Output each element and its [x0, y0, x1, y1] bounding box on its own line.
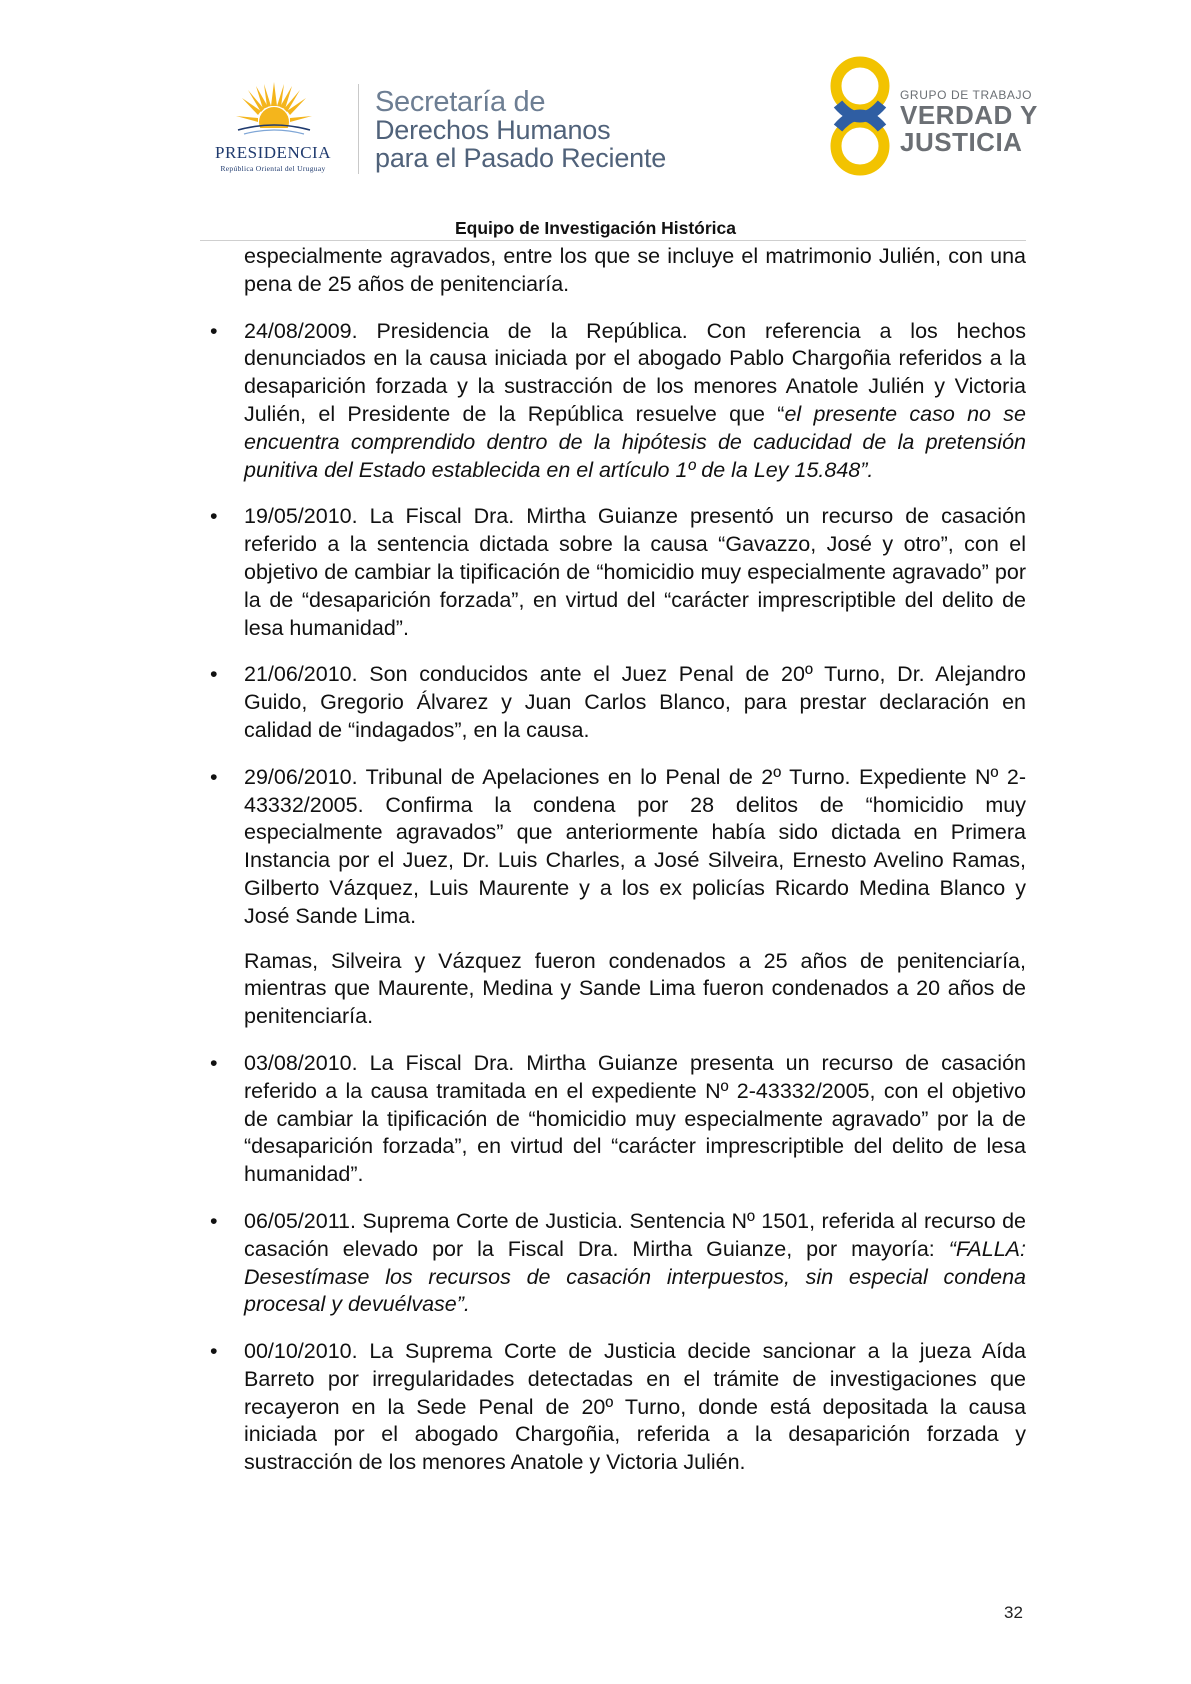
bullet: •	[210, 1208, 218, 1233]
page-number: 32	[1004, 1603, 1023, 1622]
vyj-group-label: GRUPO DE TRABAJO	[900, 88, 1033, 102]
document-body	[210, 243, 1026, 1496]
presidencia-subtitle: República Oriental del Uruguay	[220, 164, 326, 173]
entry-text: 00/10/2010. La Suprema Corte de Justicia decide sancionar a la jueza Aída Barreto por irregularidades detectadas en el trámite de investigaciones que recayeron en la Sede Penal de 20º Turno, donde está depositada la causa iniciada por el abogado Chargoñia, referida a la desaparición forzada y sustracción de los menores Anatole y Victoria Julién.	[244, 1339, 1026, 1475]
entry-text: 24/08/2009. Presidencia de la República. Con referencia a los hechos denunciados en la causa iniciada por el abogado Pablo Chargoñia referidos a la desaparición forzada y la sustracción de los menores Anatole Julién y Victoria Julién, el Presidente de la República resuelve que “	[244, 318, 1026, 426]
entry-text: 03/08/2010. La Fiscal Dra. Mirtha Guianze presenta un recurso de casación referido a la causa tramitada en el expediente Nº 2-43332/2005, con el objetivo de cambiar la tipificación de “homicidio muy especialmente agravado” por la de “desaparición forzada”, en virtud del “carácter imprescriptible del delito de lesa humanidad”.	[244, 1050, 1026, 1187]
list-item	[210, 1338, 1026, 1477]
verdad-justicia-text	[900, 88, 1038, 156]
vyj-line-1: VERDAD Y	[900, 100, 1038, 130]
bullet: •	[210, 1050, 218, 1075]
list-item	[210, 661, 1026, 744]
entry-subparagraph: Ramas, Silveira y Vázquez fueron condenados a 25 años de penitenciaría, mientras que Maurente, Medina y Sande Lima fueron condenados a 20 años de penitenciaría.	[244, 948, 1026, 1029]
page-header	[0, 0, 1191, 245]
entry-quote: “FALLA: Desestímase los recursos de casación interpuestos, sin especial condena procesal y devuélvase”.	[244, 1236, 1026, 1317]
presidencia-title: PRESIDENCIA	[214, 143, 331, 162]
secretaria-line-1: Secretaría de	[375, 86, 546, 118]
bullet: •	[210, 504, 218, 529]
bullet: •	[210, 662, 218, 687]
equipo-heading: Equipo de Investigación Histórica	[454, 218, 737, 238]
list-item	[210, 1208, 1026, 1319]
list-item	[210, 1050, 1026, 1189]
header-rule	[200, 240, 1026, 241]
entry-text: 21/06/2010. Son conducidos ante el Juez Penal de 20º Turno, Dr. Alejandro Guido, Gregorio Álvarez y Juan Carlos Blanco, para prestar declaración en calidad de “indagados”, en la causa.	[244, 662, 1026, 742]
secretaria-logo-text	[375, 88, 666, 172]
bullet: •	[210, 764, 218, 789]
list-item	[210, 318, 1026, 485]
list-item	[210, 764, 1026, 931]
vyj-line-2: JUSTICIA	[900, 127, 1023, 157]
secretaria-line-3: para el Pasado Reciente	[375, 143, 667, 173]
continuation-paragraph: especialmente agravados, entre los que se incluye el matrimonio Julién, con una pena de 25 años de penitenciaría.	[244, 244, 1026, 296]
header-divider	[358, 84, 359, 174]
list-item-continuation	[244, 948, 1026, 1031]
bullet: •	[210, 318, 218, 343]
entry-text: 19/05/2010. La Fiscal Dra. Mirtha Guianze presentó un recurso de casación referido a la sentencia dictada sobre la causa “Gavazzo, José y otro”, con el objetivo de cambiar la tipificación de “homicidio muy especialmente agravado” por la de “desaparición forzada”, en virtud del “carácter imprescriptible del delito de lesa humanidad”.	[244, 504, 1026, 640]
entry-text: 29/06/2010. Tribunal de Apelaciones en lo Penal de 2º Turno. Expediente Nº 2-43332/2005. Confirma la condena por 28 delitos de “homicidio muy especialmente agravados” que anteriormente había sido dictada en Primera Instancia por el Juez, Dr. Luis Charles, a José Silveira, Ernesto Avelino Ramas, Gilberto Vázquez, Luis Maurente y a los ex policías Ricardo Medina Blanco y José Sande Lima.	[244, 764, 1026, 928]
sun-icon	[236, 80, 312, 138]
chronology-list	[210, 318, 1026, 1477]
verdad-justicia-rings-icon	[822, 56, 898, 178]
entry-text: 06/05/2011. Suprema Corte de Justicia. Sentencia Nº 1501, referida al recurso de casación elevado por la Fiscal Dra. Mirtha Guianze, por mayoría:	[244, 1208, 1026, 1261]
entry-quote: el presente caso no se encuentra comprendido dentro de la hipótesis de caducidad de la pretensión punitiva del Estado establecida en el artículo 1º de la Ley 15.848”.	[244, 401, 1026, 482]
presidencia-logo	[198, 80, 348, 180]
bullet: •	[210, 1339, 218, 1364]
list-item	[210, 503, 1026, 642]
secretaria-line-2: Derechos Humanos	[375, 115, 611, 145]
